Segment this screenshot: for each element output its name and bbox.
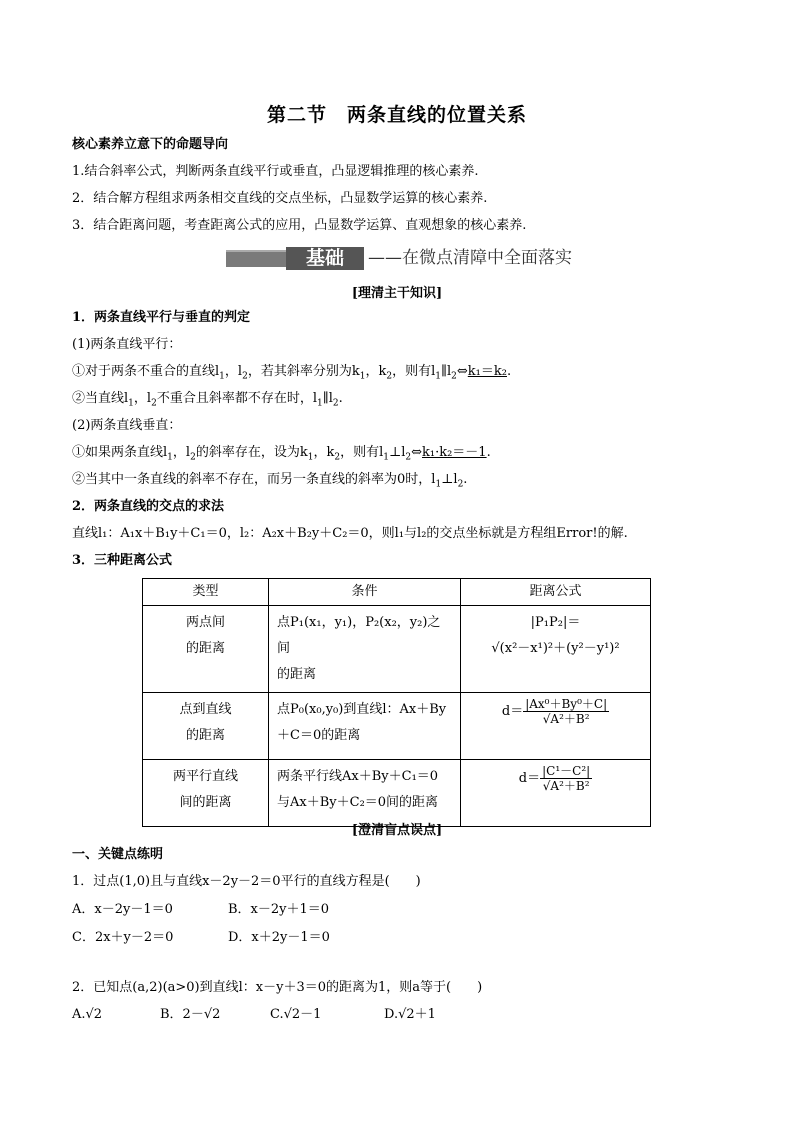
question-2-option-a: A.√2 bbox=[72, 1007, 103, 1022]
guide-item-3: 3．结合距离问题，考查距离公式的应用，凸显数学运算、直观想象的核心素养. bbox=[72, 218, 527, 233]
perpendicular-answer: k₁·k₂＝－1 bbox=[422, 445, 487, 460]
table-cell-formula: d＝ $\frac{\text{|C¹－C²|}}{\text{√A²＋B²}}$ bbox=[461, 760, 651, 827]
parallel-rule-1: ①对于两条不重合的直线$l_1$，$l_2$，若其斜率分别为$k_1$，$k_2$，则有$l_1\parallel l_2\Leftrightarrow k_1=k_2$. bbox=[72, 364, 512, 382]
table-row bbox=[143, 693, 651, 760]
table-cell-formula: |P₁P₂|＝ √(x²－x¹)²＋(y²－y¹)² bbox=[461, 606, 651, 693]
parallel-answer: k₁＝k₂ bbox=[467, 364, 507, 379]
section-banner bbox=[226, 247, 572, 271]
perpendicular-heading: (2)两条直线垂直： bbox=[72, 418, 182, 433]
banner-badge: 基础 bbox=[286, 247, 364, 270]
guide-item-2: 2．结合解方程组求两条相交直线的交点坐标，凸显数学运算的核心素养. bbox=[72, 191, 488, 206]
formula-fraction: $\frac{\text{|Ax⁰＋By⁰＋C|}}{\text{√A²＋B²}}$ bbox=[525, 697, 608, 726]
question-2-option-c: C.√2－1 bbox=[270, 1007, 322, 1022]
table-cell-condition: 两条平行线Ax＋By＋C₁＝0 与Ax＋By＋C₂＝0间的距离 bbox=[269, 760, 461, 827]
table-row bbox=[143, 760, 651, 827]
knowledge-2-heading: 2．两条直线的交点的求法 bbox=[72, 499, 225, 514]
banner-tagline: ——在微点清障中全面落实 bbox=[368, 248, 572, 268]
question-1-option-b: B．x－2y＋1＝0 bbox=[228, 902, 330, 917]
table-header: 类型 bbox=[143, 579, 269, 606]
parallel-heading: (1)两条直线平行： bbox=[72, 337, 182, 352]
table-header: 距离公式 bbox=[461, 579, 651, 606]
banner-bar bbox=[226, 250, 286, 267]
table-row bbox=[143, 606, 651, 693]
intersection-text: 直线l₁：A₁x＋B₁y＋C₁＝0，l₂：A₂x＋B₂y＋C₂＝0，则l₁与l₂的交点坐标就是方程组Error!的解. bbox=[72, 526, 628, 541]
knowledge-1-heading: 1．两条直线平行与垂直的判定 bbox=[72, 310, 251, 325]
perpendicular-rule-1: ①如果两条直线$l_1$，$l_2$的斜率存在，设为$k_1$，$k_2$，则有$l_1\perp l_2\Leftrightarrow k_1\cdot k_2=-1$. bbox=[72, 445, 491, 463]
table-header: 条件 bbox=[269, 579, 461, 606]
guide-item-1: 1.结合斜率公式，判断两条直线平行或垂直，凸显逻辑推理的核心素养. bbox=[72, 164, 479, 179]
table-cell-type: 两点间 的距离 bbox=[143, 606, 269, 693]
table-cell-formula: d＝ $\frac{\text{|Ax⁰＋By⁰＋C|}}{\text{√A²＋B²}}$ bbox=[461, 693, 651, 760]
practice-heading: 一、关键点练明 bbox=[72, 847, 164, 862]
question-1-option-a: A．x－2y－1＝0 bbox=[72, 902, 173, 917]
question-1-option-c: C．2x＋y－2＝0 bbox=[72, 930, 174, 945]
parallel-rule-2: ②当直线$l_1$，$l_2$不重合且斜率都不存在时，$l_1\parallel l_2$. bbox=[72, 391, 343, 409]
section-heading-blindspots: [澄清盲点误点] bbox=[351, 823, 443, 838]
table-header-row bbox=[143, 579, 651, 606]
formula-fraction: $\frac{\text{|C¹－C²|}}{\text{√A²＋B²}}$ bbox=[542, 764, 591, 793]
table-cell-condition: 点P₀(x₀,y₀)到直线l：Ax＋By ＋C＝0的距离 bbox=[269, 693, 461, 760]
page-title: 第二节 两条直线的位置关系 bbox=[266, 104, 527, 126]
question-2: 2．已知点(a,2)(a>0)到直线l：x－y＋3＝0的距离为1，则a等于( ) bbox=[72, 980, 483, 995]
question-2-option-d: D.√2＋1 bbox=[384, 1007, 436, 1022]
table-cell-condition: 点P₁(x₁，y₁)，P₂(x₂，y₂)之间 的距离 bbox=[269, 606, 461, 693]
guide-heading: 核心素养立意下的命题导向 bbox=[72, 137, 229, 152]
distance-formula-table bbox=[142, 578, 651, 827]
question-1-option-d: D．x＋2y－1＝0 bbox=[228, 930, 330, 945]
perpendicular-rule-2: ②当其中一条直线的斜率不存在，而另一条直线的斜率为0时，$l_1\perp l_2$. bbox=[72, 472, 468, 490]
question-2-option-b: B．2－√2 bbox=[160, 1007, 221, 1022]
question-1: 1．过点(1,0)且与直线x－2y－2＝0平行的直线方程是( ) bbox=[72, 874, 421, 889]
table-cell-type: 两平行直线 间的距离 bbox=[143, 760, 269, 827]
knowledge-3-heading: 3．三种距离公式 bbox=[72, 553, 173, 568]
table-cell-type: 点到直线 的距离 bbox=[143, 693, 269, 760]
section-heading-knowledge: [理清主干知识] bbox=[351, 286, 443, 301]
